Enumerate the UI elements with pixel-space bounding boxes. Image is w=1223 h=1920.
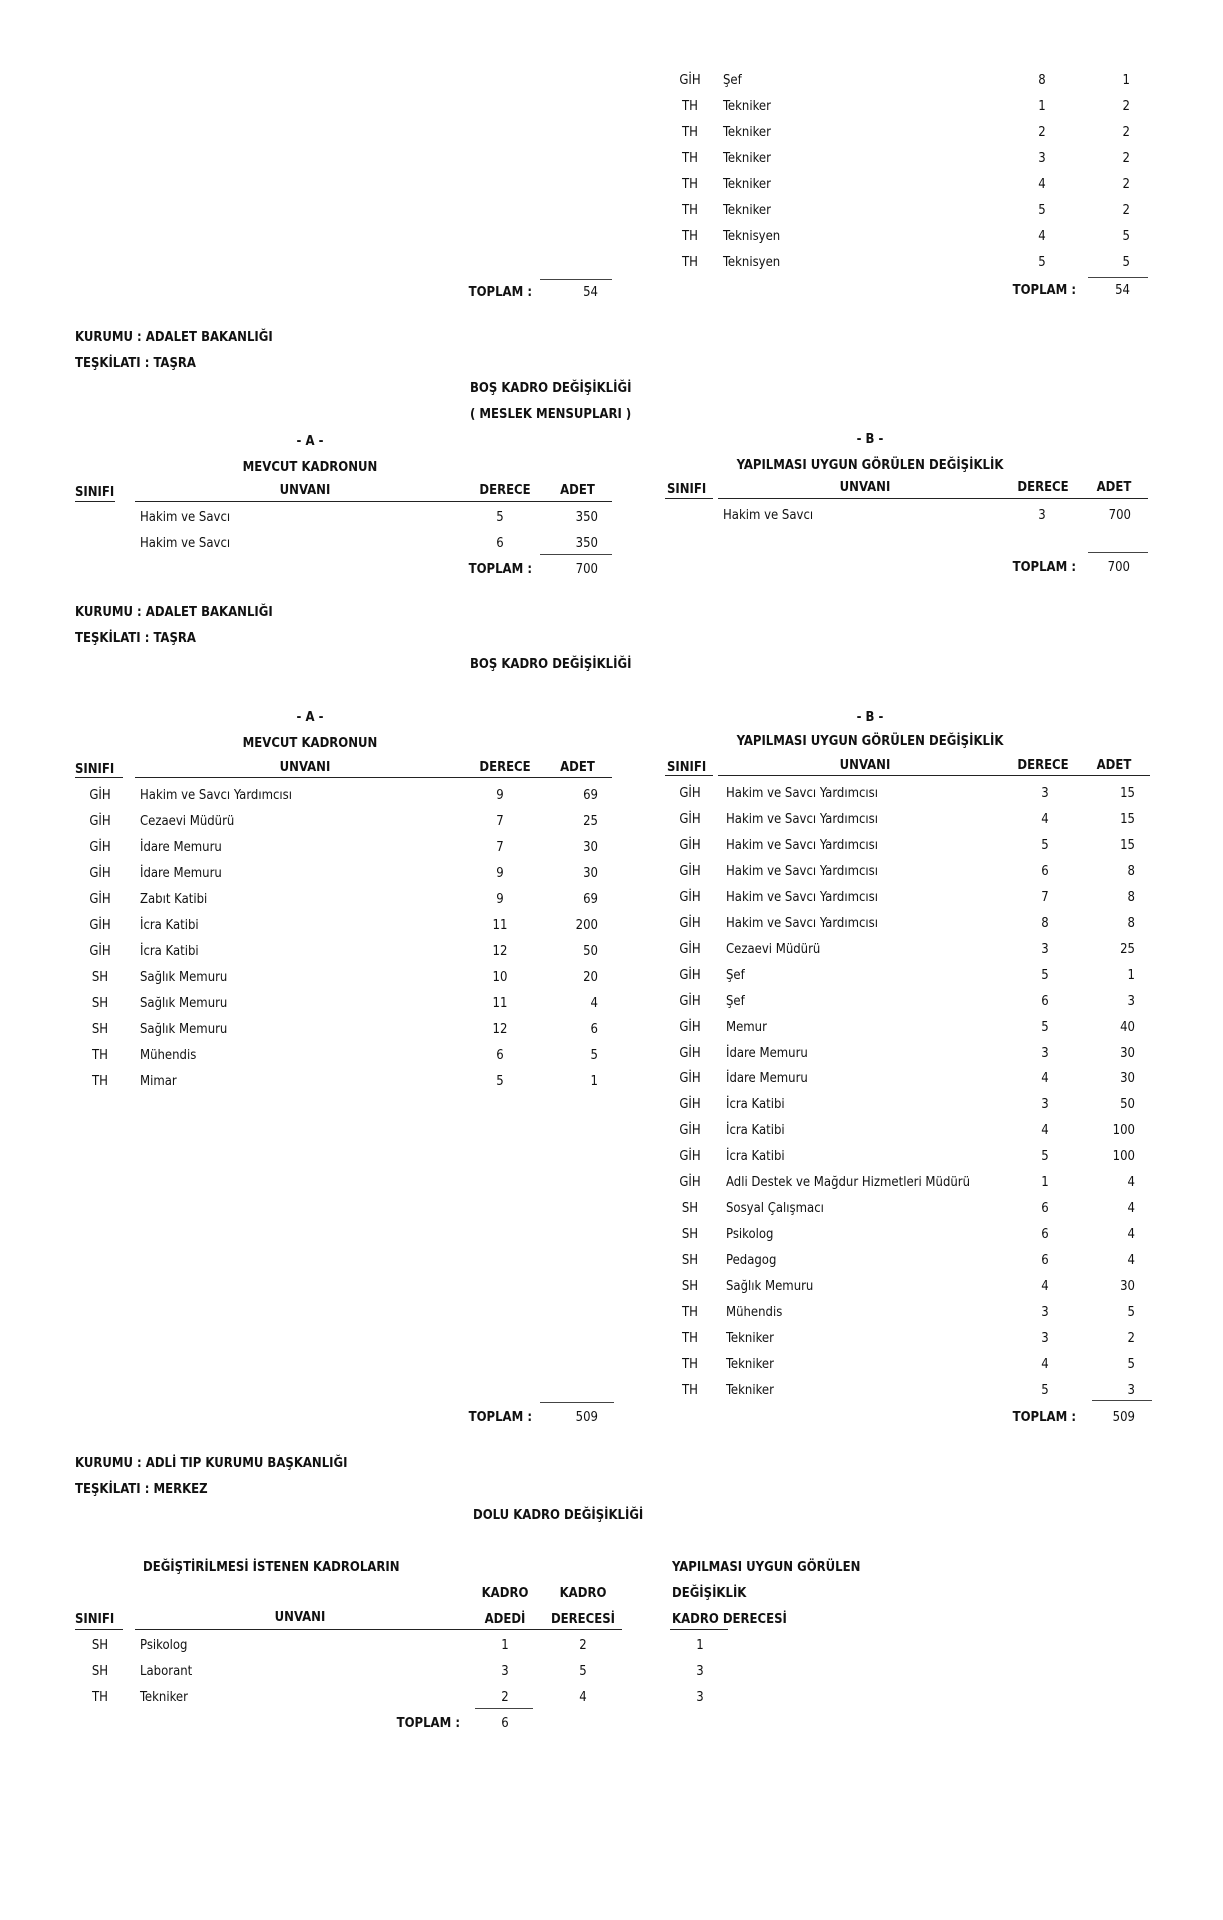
cell-derece: 4: [1041, 1279, 1049, 1295]
header-adet: ADET: [1096, 758, 1132, 773]
cell-derece: 5: [1041, 1149, 1049, 1165]
cell-unvan: Tekniker: [723, 203, 771, 218]
cell-adet: 15: [1120, 811, 1135, 827]
cell-adet: 3: [1127, 993, 1135, 1009]
cell-unvan: İcra Katibi: [140, 944, 199, 959]
header-sinif: SINIFI: [75, 485, 115, 500]
cell-derece: 6: [1041, 993, 1049, 1009]
cell-adet: 4: [1127, 1227, 1135, 1243]
cell-sinif: GİH: [679, 1045, 701, 1061]
header-unvan: UNVANI: [839, 480, 891, 495]
toplam-label: TOPLAM :: [1012, 283, 1076, 298]
header-derece: DERECE: [1017, 480, 1069, 495]
b-mark: - B -: [856, 432, 884, 447]
cell-adet: 1: [1122, 73, 1130, 88]
cell-derece: 1: [1041, 1175, 1049, 1191]
cell-sinif: TH: [92, 1690, 108, 1705]
cell-unvan: Şef: [726, 993, 745, 1009]
cell-sinif: SH: [91, 1664, 109, 1679]
cell-adet: 30: [1120, 1045, 1135, 1061]
cell-unvan: Hakim ve Savcı Yardımcısı: [726, 889, 879, 905]
cell-derecesi: 5: [579, 1664, 587, 1679]
cell-sinif: GİH: [89, 866, 111, 881]
cell-sinif: TH: [92, 1074, 108, 1089]
teskilati-line: TEŞKİLATI : MERKEZ: [75, 1482, 208, 1497]
cell-unvan: Sağlık Memuru: [726, 1279, 814, 1295]
cell-derece: 5: [496, 1074, 504, 1089]
cell-unvan: Sağlık Memuru: [140, 970, 228, 985]
cell-derecesi: 4: [579, 1690, 587, 1705]
cell-unvan: Hakim ve Savcı Yardımcısı: [726, 837, 879, 853]
cell-sinif: TH: [682, 151, 698, 166]
cell-sinif: TH: [682, 255, 698, 270]
cell-derece: 7: [496, 840, 504, 855]
cell-derece: 3: [1041, 1305, 1049, 1320]
cell-sinif: GİH: [89, 944, 111, 959]
cell-sinif: TH: [682, 229, 698, 244]
cell-adet: 30: [583, 840, 598, 855]
toplam-value: 700: [1107, 560, 1130, 575]
cell-sinif: GİH: [679, 786, 701, 801]
cell-derece: 8: [1038, 73, 1046, 88]
cell-adet: 20: [583, 970, 598, 985]
cell-derece: 4: [1038, 229, 1046, 244]
header-adet: ADET: [1096, 480, 1132, 495]
header-rule: [75, 1629, 123, 1630]
cell-derece: 9: [496, 788, 504, 803]
cell-adet: 5: [1122, 255, 1130, 270]
cell-sinif: GİH: [679, 941, 701, 957]
cell-unvan: Laborant: [140, 1664, 193, 1679]
right-heading: KADRO DERECESİ: [672, 1612, 787, 1627]
cell-derece: 5: [1041, 837, 1049, 853]
cell-adedi: 1: [501, 1638, 509, 1653]
right-heading: DEĞİŞİKLİK: [672, 1586, 747, 1601]
b-heading: YAPILMASI UYGUN GÖRÜLEN DEĞİŞİKLİK: [736, 458, 1004, 473]
cell-derecesi: 2: [579, 1638, 587, 1653]
header-rule: [135, 1629, 622, 1630]
cell-sinif: GİH: [679, 915, 701, 931]
cell-unvan: Şef: [726, 967, 745, 983]
cell-derece: 12: [492, 1022, 508, 1037]
cell-derece: 3: [1041, 1045, 1049, 1061]
cell-unvan: Cezaevi Müdürü: [726, 941, 821, 957]
cell-adet: 200: [575, 918, 598, 933]
cell-adet: 4: [590, 996, 598, 1011]
cell-unvan: Tekniker: [726, 1356, 774, 1372]
header-unvan: UNVANI: [279, 760, 331, 775]
cell-sinif: TH: [682, 203, 698, 218]
cell-yeni-derece: 1: [696, 1638, 704, 1653]
cell-unvan: İcra Katibi: [726, 1097, 785, 1113]
cell-sinif: SH: [91, 970, 109, 985]
cell-unvan: Tekniker: [723, 125, 771, 140]
header-unvan: UNVANI: [839, 758, 891, 773]
cell-derece: 3: [1038, 508, 1046, 523]
total-rule: [540, 279, 612, 280]
cell-sinif: GİH: [679, 1123, 701, 1139]
cell-adedi: 3: [501, 1664, 509, 1679]
header-rule: [718, 775, 1150, 776]
right-heading: YAPILMASI UYGUN GÖRÜLEN: [672, 1560, 861, 1575]
header-derece: DERECE: [479, 483, 531, 498]
cell-sinif: GİH: [679, 811, 701, 827]
cell-adet: 5: [1127, 1356, 1135, 1372]
cell-yeni-derece: 3: [696, 1664, 704, 1679]
cell-unvan: Cezaevi Müdürü: [140, 814, 235, 829]
cell-unvan: İcra Katibi: [140, 918, 199, 933]
header-derecesi: DERECESİ: [550, 1612, 616, 1627]
cell-derece: 5: [1041, 967, 1049, 983]
cell-adet: 69: [583, 788, 598, 803]
cell-adet: 8: [1127, 863, 1135, 879]
toplam-value: 6: [501, 1716, 509, 1731]
section-subtitle: ( MESLEK MENSUPLARI ): [470, 407, 632, 422]
cell-derece: 6: [1041, 863, 1049, 879]
cell-derece: 6: [496, 536, 504, 551]
cell-unvan: Sağlık Memuru: [140, 1022, 228, 1037]
cell-derece: 3: [1041, 1097, 1049, 1113]
toplam-label: TOPLAM :: [1012, 1410, 1076, 1425]
cell-sinif: GİH: [679, 837, 701, 853]
header-rule: [718, 498, 1148, 499]
cell-adet: 350: [575, 510, 598, 525]
teskilati-line: TEŞKİLATI : TAŞRA: [75, 631, 196, 646]
cell-unvan: Psikolog: [726, 1227, 774, 1243]
cell-unvan: İdare Memuru: [726, 1071, 808, 1087]
cell-derece: 12: [492, 944, 508, 959]
cell-derece: 4: [1038, 177, 1046, 192]
cell-unvan: Hakim ve Savcı: [723, 508, 814, 523]
cell-derece: 3: [1038, 151, 1046, 166]
header-kadro: KADRO: [559, 1586, 607, 1601]
teskilati-line: TEŞKİLATI : TAŞRA: [75, 356, 196, 371]
cell-adet: 4: [1127, 1253, 1135, 1269]
header-sinif: SINIFI: [75, 1612, 115, 1627]
cell-derece: 4: [1041, 1123, 1049, 1139]
cell-derece: 4: [1041, 1356, 1049, 1372]
cell-unvan: Hakim ve Savcı Yardımcısı: [726, 915, 879, 931]
cell-unvan: Hakim ve Savcı Yardımcısı: [726, 786, 879, 801]
cell-adet: 50: [583, 944, 598, 959]
cell-adet: 1: [1127, 967, 1135, 983]
cell-adet: 25: [1120, 941, 1135, 957]
cell-unvan: Hakim ve Savcı Yardımcısı: [726, 863, 879, 879]
section-title: DOLU KADRO DEĞİŞİKLİĞİ: [473, 1508, 644, 1523]
toplam-value: 54: [1115, 283, 1130, 298]
cell-derece: 9: [496, 866, 504, 881]
cell-sinif: GİH: [89, 892, 111, 907]
total-rule: [540, 554, 612, 555]
header-derece: DERECE: [1017, 758, 1069, 773]
cell-sinif: TH: [682, 1382, 698, 1398]
b-heading: YAPILMASI UYGUN GÖRÜLEN DEĞİŞİKLİK: [736, 734, 1004, 749]
cell-sinif: GİH: [89, 918, 111, 933]
header-unvan: UNVANI: [274, 1610, 326, 1625]
cell-derece: 5: [496, 510, 504, 525]
cell-derece: 6: [1041, 1253, 1049, 1269]
cell-adet: 2: [1122, 99, 1130, 114]
header-adet: ADET: [560, 483, 595, 498]
a-mark: - A -: [296, 710, 324, 725]
cell-sinif: SH: [91, 996, 109, 1011]
cell-sinif: GİH: [89, 814, 111, 829]
cell-unvan: Teknisyen: [723, 255, 781, 270]
cell-derece: 7: [496, 814, 504, 829]
cell-unvan: Memur: [726, 1019, 767, 1035]
cell-derece: 5: [1038, 255, 1046, 270]
header-rule: [135, 777, 612, 778]
cell-sinif: TH: [682, 1356, 698, 1372]
cell-derece: 6: [1041, 1201, 1049, 1217]
cell-sinif: GİH: [679, 993, 701, 1009]
cell-unvan: İcra Katibi: [726, 1123, 785, 1139]
cell-derece: 3: [1041, 786, 1049, 801]
cell-derece: 11: [492, 918, 508, 933]
cell-unvan: Mühendis: [726, 1305, 783, 1320]
cell-adet: 25: [583, 814, 598, 829]
header-sinif: SINIFI: [667, 760, 707, 775]
cell-unvan: İdare Memuru: [140, 866, 222, 881]
cell-adet: 350: [575, 536, 598, 551]
cell-sinif: SH: [91, 1638, 109, 1653]
cell-adet: 50: [1120, 1097, 1135, 1113]
cell-unvan: Mühendis: [140, 1048, 197, 1063]
cell-derece: 3: [1041, 941, 1049, 957]
cell-sinif: SH: [681, 1227, 699, 1243]
header-rule: [665, 775, 713, 776]
a-heading: MEVCUT KADRONUN: [242, 460, 378, 475]
cell-adet: 2: [1122, 177, 1130, 192]
cell-adet: 6: [590, 1022, 598, 1037]
kurumu-line: KURUMU : ADALET BAKANLIĞI: [75, 330, 273, 345]
cell-adedi: 2: [501, 1690, 509, 1705]
header-sinif: SINIFI: [75, 762, 115, 777]
cell-adet: 2: [1122, 125, 1130, 140]
cell-sinif: GİH: [89, 788, 111, 803]
header-rule: [670, 1629, 728, 1630]
section-title: BOŞ KADRO DEĞİŞİKLİĞİ: [470, 657, 632, 672]
cell-sinif: SH: [681, 1279, 699, 1295]
cell-sinif: GİH: [679, 967, 701, 983]
header-unvan: UNVANI: [279, 483, 331, 498]
cell-unvan: Hakim ve Savcı Yardımcısı: [140, 788, 293, 803]
cell-adet: 30: [583, 866, 598, 881]
header-sinif: SINIFI: [667, 482, 707, 497]
cell-sinif: GİH: [679, 1175, 701, 1191]
cell-unvan: Tekniker: [723, 177, 771, 192]
cell-unvan: Hakim ve Savcı: [140, 510, 231, 525]
cell-unvan: Zabıt Katibi: [140, 892, 208, 907]
cell-sinif: GİH: [679, 1019, 701, 1035]
header-rule: [75, 501, 115, 502]
header-adet: ADET: [560, 760, 595, 775]
cell-sinif: TH: [682, 1305, 698, 1320]
cell-sinif: GİH: [679, 863, 701, 879]
cell-unvan: Psikolog: [140, 1638, 188, 1653]
cell-sinif: GİH: [89, 840, 111, 855]
cell-derece: 5: [1041, 1019, 1049, 1035]
cell-adet: 1: [590, 1074, 598, 1089]
cell-adet: 100: [1112, 1149, 1135, 1165]
toplam-label: TOPLAM :: [468, 562, 532, 577]
cell-sinif: SH: [681, 1201, 699, 1217]
cell-sinif: TH: [682, 1330, 698, 1346]
cell-adet: 5: [1127, 1305, 1135, 1320]
cell-unvan: İdare Memuru: [140, 840, 222, 855]
cell-unvan: Şef: [723, 73, 742, 88]
b-mark: - B -: [856, 710, 884, 725]
left-heading: DEĞİŞTİRİLMESİ İSTENEN KADROLARIN: [143, 1560, 400, 1575]
toplam-value: 509: [1112, 1410, 1135, 1425]
cell-sinif: GİH: [679, 1149, 701, 1165]
cell-unvan: Hakim ve Savcı: [140, 536, 231, 551]
cell-unvan: İdare Memuru: [726, 1045, 808, 1061]
cell-adet: 100: [1112, 1123, 1135, 1139]
a-heading: MEVCUT KADRONUN: [242, 736, 378, 751]
cell-derece: 6: [496, 1048, 504, 1063]
cell-unvan: Sosyal Çalışmacı: [726, 1201, 824, 1217]
kurumu-line: KURUMU : ADLİ TIP KURUMU BAŞKANLIĞI: [75, 1456, 348, 1471]
cell-sinif: TH: [92, 1048, 108, 1063]
cell-adet: 5: [590, 1048, 598, 1063]
toplam-label: TOPLAM :: [468, 285, 532, 300]
cell-sinif: GİH: [679, 889, 701, 905]
cell-unvan: Hakim ve Savcı Yardımcısı: [726, 811, 879, 827]
cell-unvan: Tekniker: [726, 1330, 774, 1346]
cell-adet: 700: [1108, 508, 1131, 523]
cell-adet: 4: [1127, 1201, 1135, 1217]
toplam-label: TOPLAM :: [396, 1716, 460, 1731]
total-rule: [1092, 1400, 1152, 1401]
cell-derece: 8: [1041, 915, 1049, 931]
cell-adet: 30: [1120, 1279, 1135, 1295]
header-kadro: KADRO: [481, 1586, 529, 1601]
cell-derece: 9: [496, 892, 504, 907]
cell-sinif: TH: [682, 99, 698, 114]
cell-adet: 30: [1120, 1071, 1135, 1087]
cell-unvan: Tekniker: [140, 1690, 188, 1705]
cell-sinif: TH: [682, 177, 698, 192]
header-rule: [135, 501, 612, 502]
header-rule: [665, 498, 713, 499]
cell-unvan: Tekniker: [723, 151, 771, 166]
cell-adet: 2: [1122, 203, 1130, 218]
cell-unvan: Adli Destek ve Mağdur Hizmetleri Müdürü: [726, 1175, 970, 1191]
cell-adet: 69: [583, 892, 598, 907]
section-title: BOŞ KADRO DEĞİŞİKLİĞİ: [470, 381, 632, 396]
total-rule: [475, 1708, 533, 1709]
cell-yeni-derece: 3: [696, 1690, 704, 1705]
cell-adet: 8: [1127, 915, 1135, 931]
cell-derece: 7: [1041, 889, 1049, 905]
toplam-label: TOPLAM :: [1012, 560, 1076, 575]
cell-adet: 3: [1127, 1382, 1135, 1398]
cell-unvan: Pedagog: [726, 1253, 777, 1269]
cell-unvan: Tekniker: [723, 99, 771, 114]
cell-derece: 3: [1041, 1330, 1049, 1346]
cell-derece: 6: [1041, 1227, 1049, 1243]
cell-sinif: GİH: [679, 1071, 701, 1087]
cell-derece: 1: [1038, 99, 1046, 114]
cell-unvan: İcra Katibi: [726, 1149, 785, 1165]
cell-unvan: Mimar: [140, 1074, 177, 1089]
cell-adet: 5: [1122, 229, 1130, 244]
toplam-value: 700: [575, 562, 598, 577]
header-derece: DERECE: [479, 760, 531, 775]
cell-unvan: Tekniker: [726, 1382, 774, 1398]
cell-adet: 15: [1120, 786, 1135, 801]
total-rule: [540, 1402, 614, 1403]
cell-unvan: Sağlık Memuru: [140, 996, 228, 1011]
total-rule: [1088, 277, 1148, 278]
cell-adet: 8: [1127, 889, 1135, 905]
toplam-label: TOPLAM :: [468, 1410, 532, 1425]
cell-derece: 4: [1041, 1071, 1049, 1087]
cell-sinif: SH: [681, 1253, 699, 1269]
header-rule: [75, 777, 123, 778]
cell-adet: 15: [1120, 837, 1135, 853]
cell-sinif: TH: [682, 125, 698, 140]
cell-derece: 5: [1038, 203, 1046, 218]
toplam-value: 509: [575, 1410, 598, 1425]
cell-sinif: GİH: [679, 73, 701, 88]
total-rule: [1088, 552, 1148, 553]
cell-derece: 2: [1038, 125, 1046, 140]
cell-sinif: SH: [91, 1022, 109, 1037]
cell-adet: 4: [1127, 1175, 1135, 1191]
cell-derece: 4: [1041, 811, 1049, 827]
kurumu-line: KURUMU : ADALET BAKANLIĞI: [75, 605, 273, 620]
cell-derece: 10: [492, 970, 508, 985]
cell-adet: 2: [1122, 151, 1130, 166]
header-adedi: ADEDİ: [484, 1612, 526, 1627]
toplam-value: 54: [583, 285, 598, 300]
cell-sinif: GİH: [679, 1097, 701, 1113]
cell-unvan: Teknisyen: [723, 229, 781, 244]
cell-adet: 2: [1127, 1330, 1135, 1346]
a-mark: - A -: [296, 434, 324, 449]
cell-adet: 40: [1120, 1019, 1135, 1035]
cell-derece: 11: [492, 996, 508, 1011]
cell-derece: 5: [1041, 1382, 1049, 1398]
